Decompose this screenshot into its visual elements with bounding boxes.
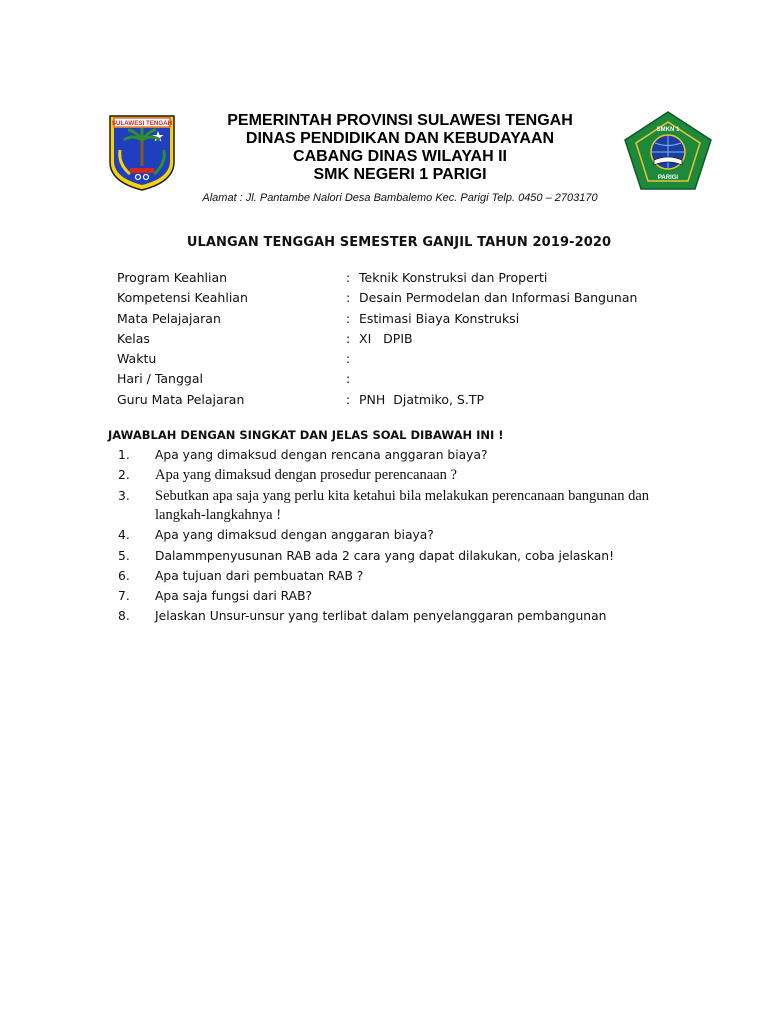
info-colon: :: [346, 371, 351, 387]
info-label: Guru Mata Pelajaran: [117, 391, 245, 407]
letterhead: [180, 112, 620, 184]
info-colon: :: [346, 330, 351, 346]
info-label: Waktu: [117, 351, 157, 367]
letterhead-line-4: SMK NEGERI 1 PARIGI: [313, 166, 487, 183]
info-colon: :: [346, 391, 351, 407]
info-row-guru: [117, 390, 677, 410]
school-address: Alamat : Jl. Pantambe Nalori Desa Bambalemo Kec. Parigi Telp. 0450 – 2703170: [202, 192, 598, 204]
question-number: 4.: [118, 528, 130, 542]
info-row-waktu: [117, 349, 677, 369]
info-value: Estimasi Biaya Konstruksi: [359, 310, 520, 326]
question-text: Apa yang dimaksud dengan anggaran biaya?: [155, 528, 434, 542]
question-text: Apa saja fungsi dari RAB?: [155, 589, 313, 603]
letterhead-line-3: CABANG DINAS WILAYAH II: [293, 148, 507, 165]
emblem-top-text: SMKN 1: [656, 127, 680, 133]
provincial-crest-icon: [108, 114, 176, 192]
question-number: 1.: [118, 448, 130, 462]
question-number: 5.: [118, 549, 130, 563]
question-number: 6.: [118, 569, 130, 583]
letterhead-line-1: PEMERINTAH PROVINSI SULAWESI TENGAH: [227, 112, 573, 129]
instruction-text: JAWABLAH DENGAN SINGKAT DAN JELAS SOAL DIBAWAH INI !: [108, 428, 504, 442]
info-colon: :: [346, 290, 351, 306]
question-number: 3.: [118, 489, 130, 503]
question-number: 7.: [118, 589, 130, 603]
info-value: Teknik Konstruksi dan Properti: [359, 270, 548, 285]
question-text: Jelaskan Unsur-unsur yang terlibat dalam penyelanggaran pembangunan: [155, 609, 607, 623]
info-row-program: [117, 268, 677, 288]
exam-info-table: [117, 268, 677, 410]
info-colon: :: [346, 351, 351, 367]
question-text: Apa yang dimaksud dengan prosedur perencanaan ?: [155, 467, 457, 483]
emblem-bottom-text: PARIGI: [657, 175, 679, 181]
info-row-kelas: [117, 329, 677, 349]
exam-title: ULANGAN TENGGAH SEMESTER GANJIL TAHUN 2019-2020: [186, 235, 612, 250]
letterhead-line-2: DINAS PENDIDIKAN DAN KEBUDAYAAN: [245, 130, 555, 147]
info-value: Desain Permodelan dan Informasi Bangunan: [359, 290, 638, 306]
question-text: Apa tujuan dari pembuatan RAB ?: [155, 569, 364, 583]
info-value: XI DPIB: [359, 330, 413, 346]
info-label: Mata Pelajajaran: [117, 310, 221, 326]
info-value: PNH Djatmiko, S.TP: [359, 391, 485, 407]
school-emblem-icon: [622, 110, 714, 192]
question-text: Apa yang dimaksud dengan rencana anggaran biaya?: [155, 448, 488, 462]
info-colon: :: [346, 310, 351, 326]
info-row-kompetensi: [117, 288, 677, 308]
question-number: 8.: [118, 609, 130, 623]
info-label: Kompetensi Keahlian: [117, 290, 248, 306]
crest-text: SULAWESI TENGAH: [111, 120, 173, 127]
info-row-mapel: [117, 309, 677, 329]
info-label: Program Keahlian: [117, 270, 228, 285]
info-colon: :: [346, 270, 351, 285]
info-row-tanggal: [117, 369, 677, 389]
question-text: Sebutkan apa saja yang perlu kita ketahui bila melakukan perencanaan bangunan dan langkah-langkahnya !: [155, 488, 650, 523]
question-text: Dalammpenyusunan RAB ada 2 cara yang dapat dilakukan, coba jelaskan!: [155, 549, 615, 563]
info-label: Kelas: [117, 330, 150, 346]
question-number: 2.: [118, 468, 130, 482]
info-label: Hari / Tanggal: [117, 371, 203, 387]
